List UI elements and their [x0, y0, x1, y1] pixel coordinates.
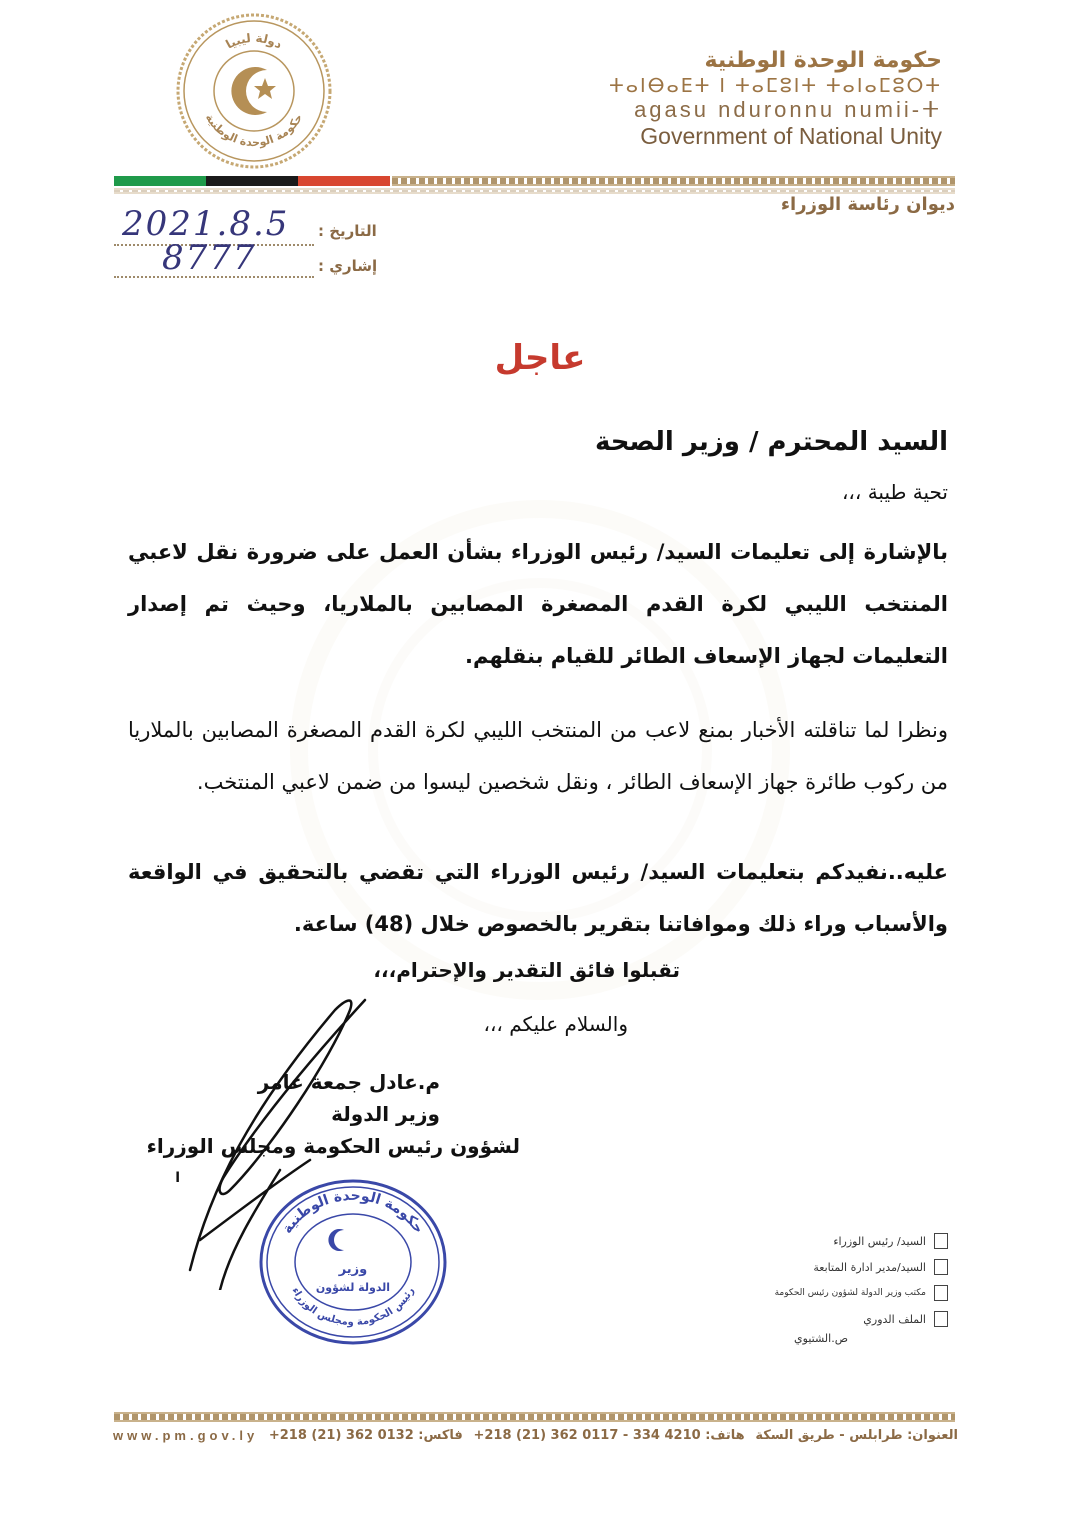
stamp-inner-text-2: الدولة لشؤون [315, 1281, 391, 1294]
emblem-bottom-text: حكومة الوحدة الوطنية [202, 111, 306, 150]
stamp-inner-text-1: وزير [338, 1262, 368, 1277]
flag-red [298, 176, 390, 186]
libya-emblem-icon [175, 12, 333, 170]
office-title: ديوان رئاسة الوزراء [780, 194, 955, 215]
signatory-dept: لشؤون رئيس الحكومة ومجلس الوزراء [146, 1134, 520, 1158]
signature-mark: ا [175, 1170, 180, 1186]
date-value: 2021.8.5 [122, 204, 290, 244]
footer [113, 1428, 958, 1443]
addressee: السيد المحترم / وزير الصحة [594, 427, 948, 457]
gov-name-berber: agasu nduronnu numii-ⵜ [634, 97, 942, 122]
ref-value: 8777 [162, 238, 257, 278]
footer-fax: فاكس: 0132 362 (21) 218+ [268, 1428, 463, 1443]
paragraph-1: بالإشارة إلى تعليمات السيد/ رئيس الوزراء بشأن العمل على ضرورة نقل لاعبي المنتخب الليبي لكرة القدم المصغرة المصابين بالملاريا، وحيث تم إصدار التعليمات لجهاز الإسعاف الطائر للقيام بنقلهم. [128, 540, 948, 668]
cc-item-label: مكتب وزير الدولة لشؤون رئيس الحكومة [774, 1288, 926, 1298]
cc-item [728, 1254, 948, 1280]
gov-name-arabic: حكومة الوحدة الوطنية [704, 48, 942, 73]
paragraph-3: عليه..نفيدكم بتعليمات السيد/ رئيس الوزراء التي تقضي بالتحقيق في الواقعة والأسباب وراء ذلك وموافاتنا بتقرير بالخصوص خلال (48) ساعة. [128, 860, 948, 936]
gov-name-tifinagh: ⵜⴰⵏⴱⴰⴹⵜ ⵏ ⵜⴰⵎⵓⵏⵜ ⵜⴰⵏⴰⵎⵓⵔⵜ [609, 75, 942, 97]
emblem-top-text: دولة ليبيا [223, 30, 285, 52]
closing-salutation: والسلام عليكم ،،، [483, 1012, 628, 1036]
flag-green [114, 176, 206, 186]
copy-icon [934, 1285, 948, 1301]
gov-name-english: Government of National Unity [640, 123, 942, 149]
cc-list [728, 1228, 948, 1345]
government-name-block [609, 48, 942, 150]
signatory-title: وزير الدولة [331, 1102, 440, 1126]
official-stamp-icon [258, 1178, 448, 1346]
cc-item [728, 1228, 948, 1254]
urgent-label: عاجل [494, 338, 586, 378]
footer-phone: هاتف: 4210 334 - 0117 362 (21) 218+ [473, 1428, 745, 1443]
footer-address: العنوان: طرابلس - طريق السكة [755, 1428, 958, 1443]
greeting: تحية طيبة ،،، [841, 480, 948, 504]
cc-item-label: الملف الدوري [863, 1312, 926, 1326]
cc-item [728, 1280, 948, 1306]
ref-label: إشاري : [318, 257, 378, 275]
closing-regards: تقبلوا فائق التقدير والإحترام،،، [373, 958, 680, 982]
copy-icon [934, 1259, 948, 1275]
stamp-inner-text-3: رئيس الحكومة ومجلس الوزراء [289, 1285, 417, 1329]
cc-item-label: السيد/مدير ادارة المتابعة [813, 1260, 926, 1274]
flag-stripe [114, 176, 390, 186]
svg-text:دولة ليبيا [223, 31, 284, 52]
cc-item [728, 1306, 948, 1332]
footer-website-link[interactable]: www.pm.gov.ly [113, 1428, 259, 1443]
cc-item-label: السيد/ رئيس الوزراء [833, 1234, 926, 1248]
cc-note: ص.الشتيوي [794, 1332, 848, 1345]
flag-black [206, 176, 298, 186]
header-chain-border [392, 176, 955, 186]
stamp-outer-text: حكومة الوحدة الوطنية [279, 1187, 427, 1237]
copy-icon [934, 1233, 948, 1249]
paragraph-2: ونظرا لما تناقلته الأخبار بمنع لاعب من المنتخب الليبي لكرة القدم المصغرة المصابين بالملاريا من ركوب طائرة جهاز الإسعاف الطائر ، ونقل شخصين ليسوا من ضمن لاعبي المنتخب. [128, 718, 948, 794]
date-label: التاريخ : [318, 222, 377, 240]
signatory-name: م.عادل جمعة عامر [257, 1070, 440, 1094]
footer-chain-border [114, 1412, 955, 1422]
copy-icon [934, 1311, 948, 1327]
